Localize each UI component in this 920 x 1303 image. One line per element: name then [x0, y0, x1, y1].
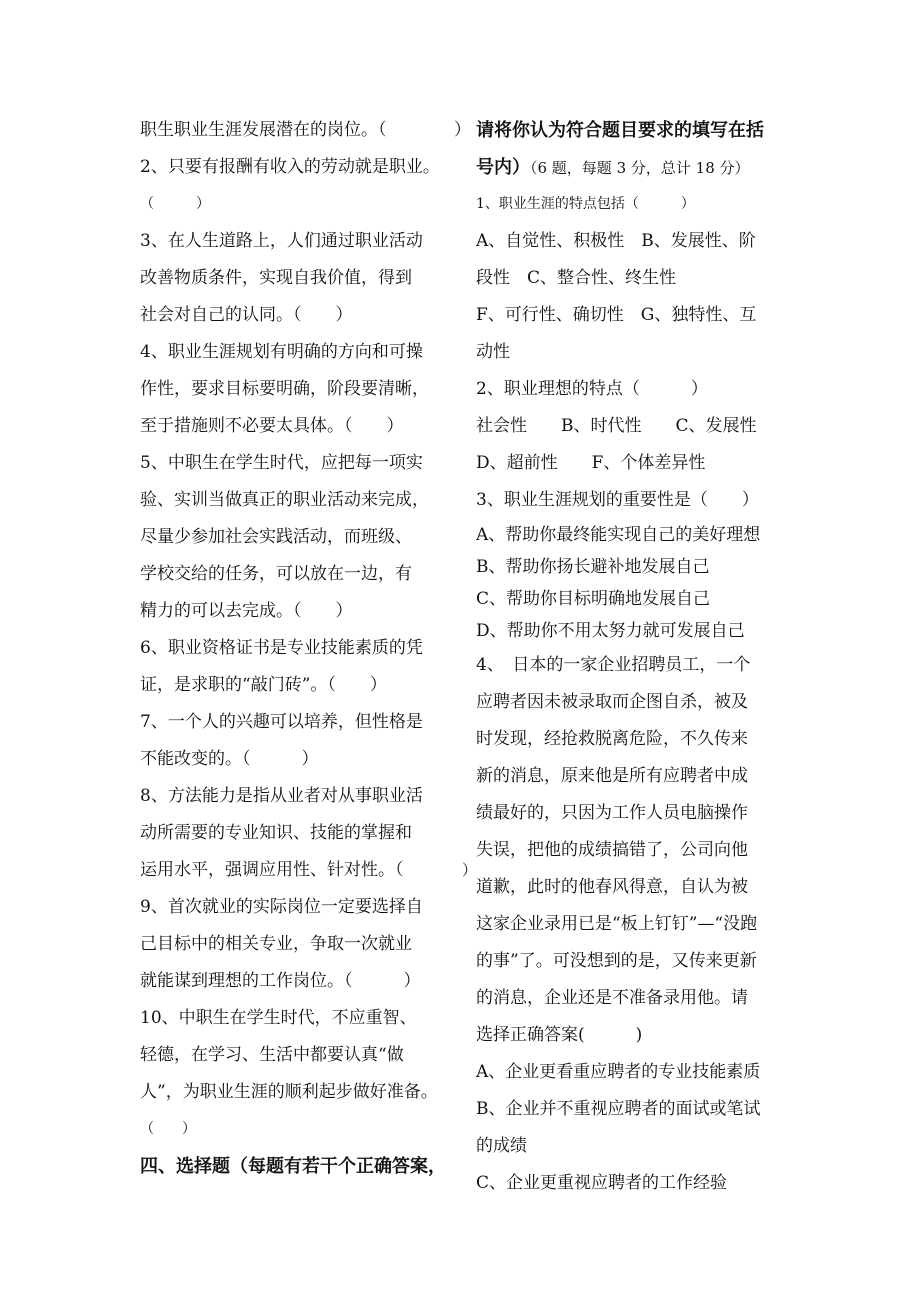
text-line: B、企业并不重视应聘者的面试或笔试: [476, 1099, 761, 1119]
section-scoring-note: （6 题，每题 3 分，总计 18 分）: [530, 159, 750, 177]
text-line: 2、只要有报酬有收入的劳动就是职业。: [140, 157, 440, 177]
text-line: 运用水平，强调应用性、针对性。（: [140, 860, 404, 880]
text-line: 精力的可以去完成。（ ）: [140, 601, 353, 621]
text-line: 8、方法能力是指从业者对从事职业活: [140, 786, 423, 806]
text-line: 2、职业理想的特点（ ）: [476, 379, 708, 399]
text-line: F、可行性、确切性 G、独特性、互: [476, 305, 757, 325]
text-line: 5、中职生在学生时代，应把每一项实: [140, 453, 423, 473]
text-line: 不能改变的。（ ）: [140, 749, 319, 769]
text-line: 职生职业生涯发展潜在的岗位。（: [140, 120, 387, 140]
text-line: [476, 149, 786, 186]
text-line: C、企业更重视应聘者的工作经验: [476, 1173, 728, 1193]
text-line: 社会性 B、时代性 C、发展性: [476, 416, 757, 436]
text-line: 3、职业生涯规划的重要性是（ ）: [476, 490, 759, 510]
closing-paren-mark: ）: [462, 861, 478, 879]
text-line: 应聘者因未被录取而企图自杀，被及: [476, 692, 748, 712]
text-line: A、帮助你最终能实现自己的美好理想: [476, 525, 761, 545]
text-line: 段性 C、整合性、终生性: [476, 268, 677, 288]
text-line: 就能谋到理想的工作岗位。（ ）: [140, 971, 421, 991]
text-line: C、帮助你目标明确地发展自己: [476, 589, 711, 609]
text-line: 10、中职生在学生时代，不应重智、: [140, 1008, 417, 1028]
text-line: （ ）: [140, 1121, 196, 1137]
text-line: 的消息，企业还是不准备录用他。请: [476, 988, 748, 1008]
text-line: 时发现，经抢救脱离危险，不久传来: [476, 729, 748, 749]
text-line: （ ）: [140, 196, 210, 212]
section-instruction-bold: 号内）: [476, 157, 530, 178]
text-line: 动性: [476, 342, 510, 362]
text-line: 4、职业生涯规划有明确的方向和可操: [140, 342, 423, 362]
text-line: 6、职业资格证书是专业技能素质的凭: [140, 638, 423, 658]
right-column: [476, 112, 786, 1202]
text-line: 7、一个人的兴趣可以培养，但性格是: [140, 712, 423, 732]
text-line: 至于措施则不必要太具体。（ ）: [140, 416, 404, 436]
text-line: D、超前性 F、个体差异性: [476, 453, 706, 473]
text-line: 失误，把他的成绩搞错了，公司向他: [476, 840, 748, 860]
text-line: 3、在人生道路上，人们通过职业活动: [140, 231, 423, 251]
text-line: 4、 日本的一家企业招聘员工，一个: [476, 655, 751, 675]
text-line: A、自觉性、积极性 B、发展性、阶: [476, 231, 756, 251]
text-line: 四、选择题（每题有若干个正确答案，: [140, 1156, 446, 1177]
text-line: 学校交给的任务，可以放在一边，有: [140, 564, 412, 584]
text-line: 己目标中的相关专业，争取一次就业: [140, 934, 412, 954]
text-line: D、帮助你不用太努力就可发展自己: [476, 621, 745, 641]
text-line: 这家企业录用已是“板上钉钉”—“没跑: [476, 914, 758, 934]
text-line: B、帮助你扬长避补地发展自己: [476, 557, 710, 577]
text-line: 尽量少参加社会实践活动，而班级、: [140, 527, 412, 547]
text-line: 改善物质条件，实现自我价值，得到: [140, 268, 412, 288]
text-line: 验、实训当做真正的职业活动来完成，: [140, 490, 429, 510]
text-line: 的成绩: [476, 1136, 527, 1156]
text-line: 选择正确答案( ): [476, 1025, 643, 1045]
text-line: 轻德，在学习、生活中都要认真“做: [140, 1045, 404, 1065]
text-line: 人”，为职业生涯的顺利起步做好准备。: [140, 1082, 438, 1102]
text-line: 道歉，此时的他春风得意，自认为被: [476, 877, 748, 897]
text-line: 证，是求职的“敲门砖”。（ ）: [140, 675, 387, 695]
text-line: 动所需要的专业知识、技能的掌握和: [140, 823, 412, 843]
text-line: 社会对自己的认同。（ ）: [140, 305, 353, 325]
text-line: A、企业更看重应聘者的专业技能素质: [476, 1062, 761, 1082]
text-line: 作性，要求目标要明确，阶段要清晰，: [140, 379, 429, 399]
left-column: [140, 112, 452, 1185]
text-line: 的事”了。可没想到的是，又传来更新: [476, 951, 757, 971]
closing-paren-mark: ）: [454, 120, 471, 140]
text-line: 绩最好的，只因为工作人员电脑操作: [476, 803, 748, 823]
text-line: 9、首次就业的实际岗位一定要选择自: [140, 897, 423, 917]
text-line: 新的消息，原来他是所有应聘者中成: [476, 766, 748, 786]
text-line: 1、职业生涯的特点包括（ ）: [476, 196, 695, 212]
text-line: 请将你认为符合题目要求的填写在括: [476, 120, 764, 141]
